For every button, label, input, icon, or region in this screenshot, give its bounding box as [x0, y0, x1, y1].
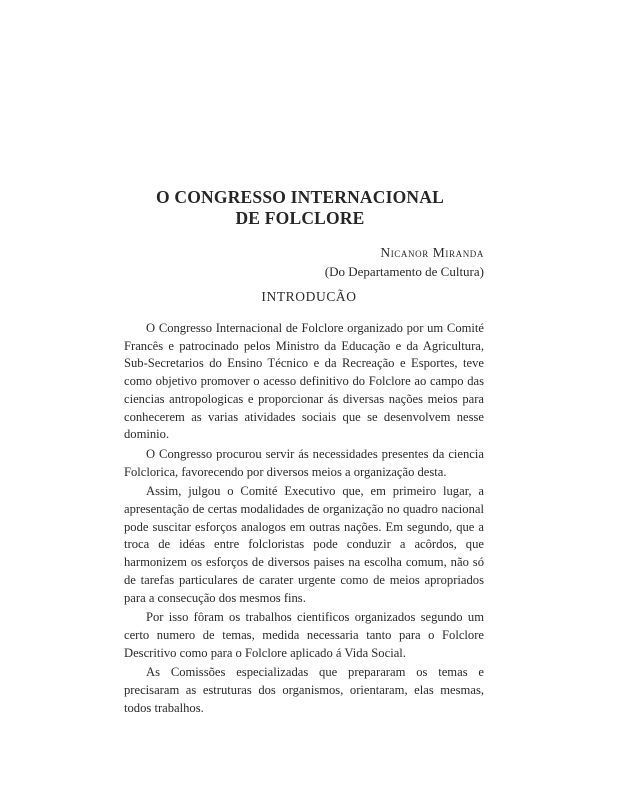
article-title-line-2: DE FOLCLORE: [235, 208, 365, 228]
author-name: Nicanor Miranda: [380, 245, 484, 260]
paragraph-3: Assim, julgou o Comité Executivo que, em primeiro lugar, a apresentação de certas modalidades de organização no quadro nacional pode suscitar esforços analogos em outras nações. Em segundo, que a troca de idéas entre folcloristas pode conduzir a acôrdos, que harmonizem os esforços de diversos paises na escolha comum, não só de tarefas particulares de carater urgente como de meios apropriados para a consecução dos mesmos fins.: [124, 484, 484, 605]
author-block: [325, 243, 484, 281]
author-affiliation: (Do Departamento de Cultura): [324, 264, 484, 279]
article-title-line-1: O CONGRESSO INTERNACIONAL: [156, 187, 444, 207]
section-heading: INTRODUCÃO: [261, 289, 357, 304]
paragraph-4: Por isso fôram os trabalhos cientificos organizados segundo um certo numero de temas, medida necessaria tanto para o Folclore Descritivo como para o Folclore aplicado á Vida Social.: [124, 610, 484, 660]
paragraph-1: O Congresso Internacional de Folclore organizado por um Comité Francês e patrocinado pelos Ministro da Educação e da Agricultura, Sub-Secretarios do Ensino Técnico e da Recreação e Esportes, teve como objetivo promover o acesso definitivo do Folclore ao campo das ciencias antropologicas e proporcionar ás diversas nações meios para conhecerem as varias atividades sociais que se desenvolvem nesse dominio.: [124, 321, 484, 442]
body-text: [124, 320, 484, 719]
paragraph-5: As Comissões especializadas que prepararam os temas e precisaram as estruturas dos organismos, orientaram, elas mesmas, todos trabalhos.: [124, 665, 484, 715]
article-title: [150, 187, 450, 229]
paragraph-2: O Congresso procurou servir ás necessidades presentes da ciencia Folclorica, favorecendo por diversos meios a organização desta.: [124, 446, 484, 479]
